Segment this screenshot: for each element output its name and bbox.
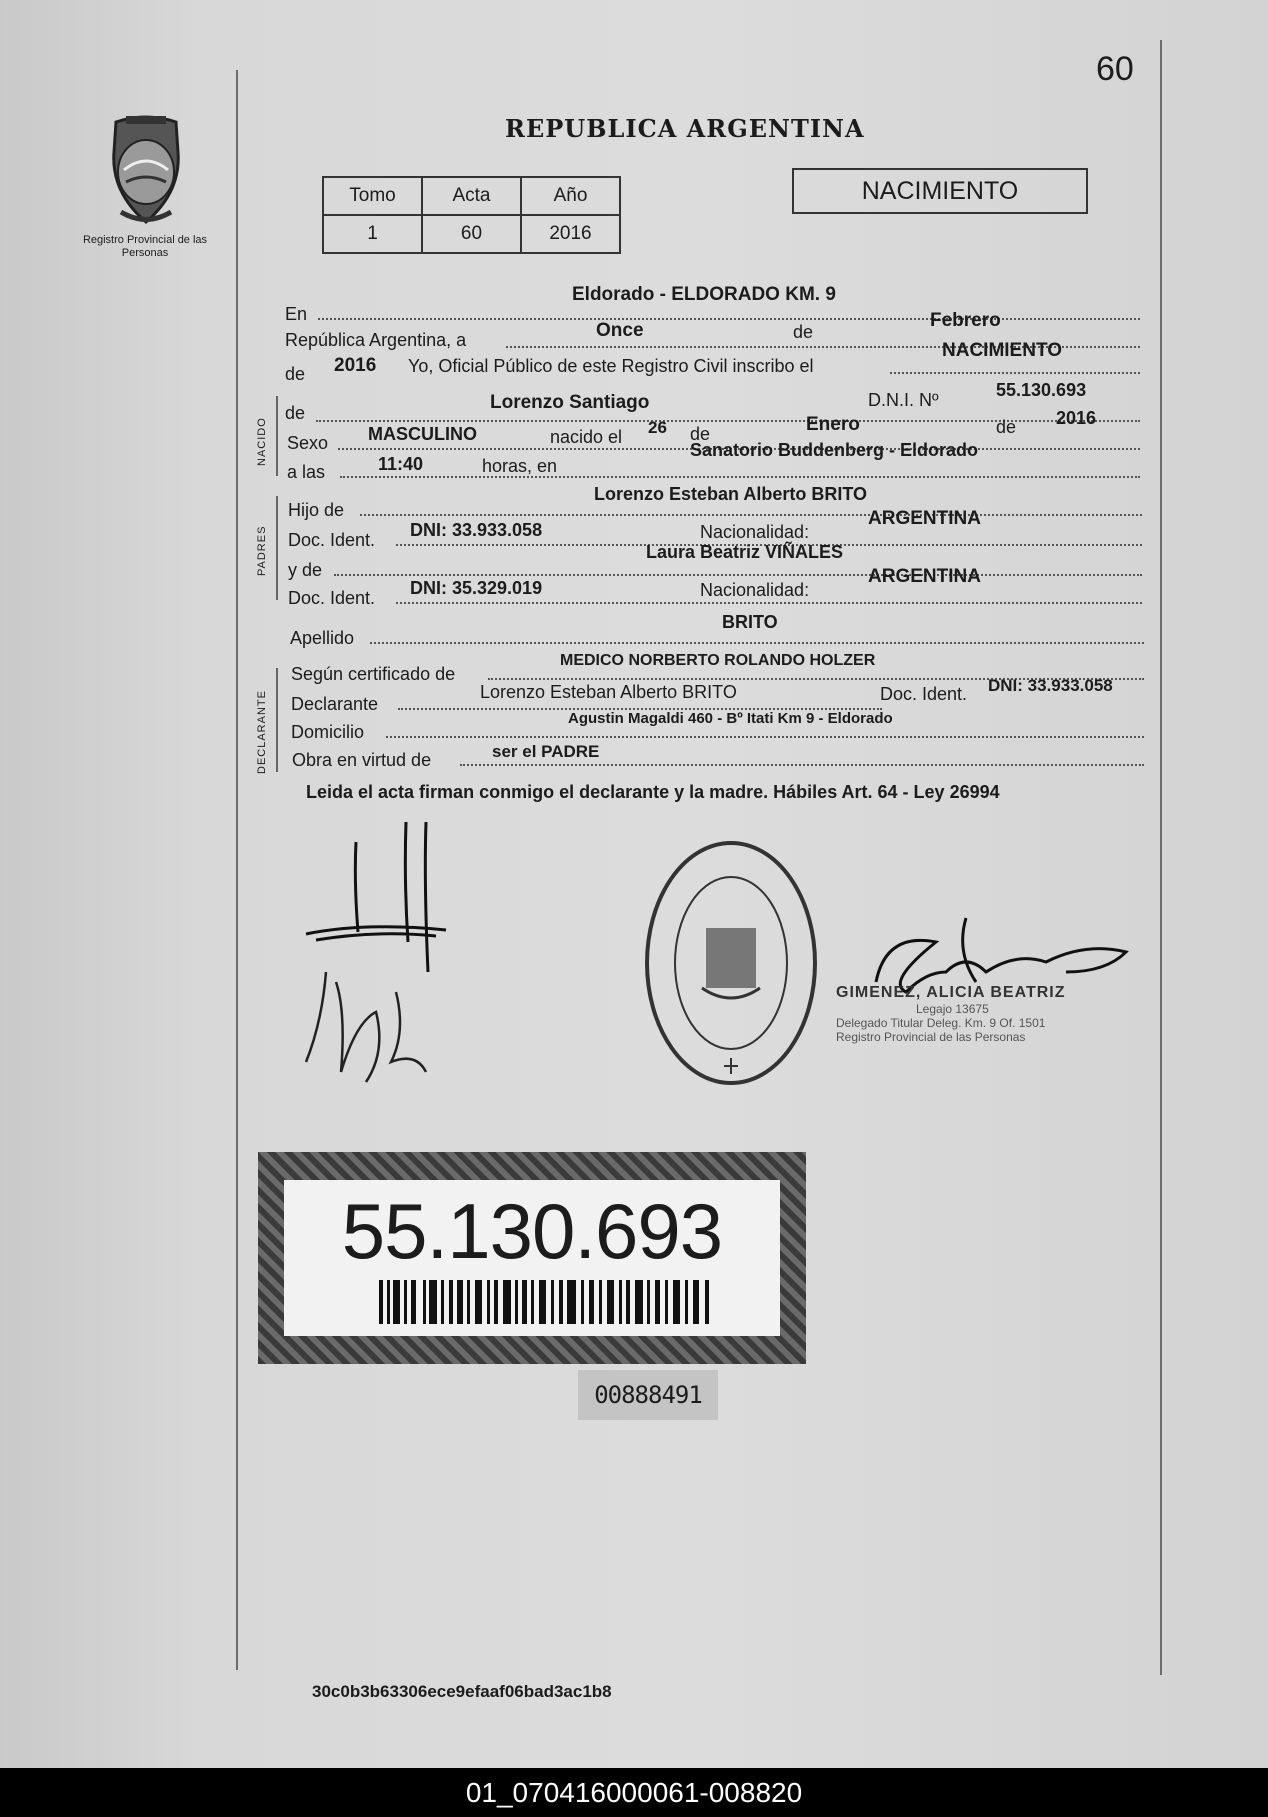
father-nac-label: Nacionalidad: (700, 522, 810, 542)
sexo-value: MASCULINO (368, 424, 477, 444)
barcode-bars (379, 1280, 714, 1324)
child-dni-value: 55.130.693 (996, 380, 1087, 400)
officer-text: Yo, Oficial Público de este Registro Civil inscribo el (408, 356, 814, 376)
section-bracket (276, 396, 278, 476)
year-value: 2016 (334, 355, 377, 376)
birth-de-label: de (690, 424, 711, 444)
dotted-line (460, 764, 1144, 766)
father-nat-value: ARGENTINA (868, 508, 981, 529)
officer-legajo: Legajo 13675 (916, 1002, 989, 1016)
section-bracket (276, 668, 278, 772)
barcode-label (258, 1152, 806, 1364)
birth-month-value: Enero (806, 414, 860, 435)
section-label-declarante: DECLARANTE (256, 690, 268, 774)
dni-label: D.N.I. Nº (868, 390, 939, 410)
declarant-signature (296, 822, 456, 1092)
section-label-nacido: NACIDO (256, 417, 268, 466)
mother-doc-label: Doc. Ident. (288, 588, 376, 608)
value-tomo: 1 (323, 215, 422, 253)
child-name-value: Lorenzo Santiago (490, 392, 650, 413)
dotted-line (890, 372, 1140, 374)
obra-value: ser el PADRE (492, 742, 600, 761)
mother-name-value: Laura Beatriz VIÑALES (646, 542, 844, 562)
father-doc-label: Doc. Ident. (288, 530, 376, 550)
time-value: 11:40 (378, 454, 424, 474)
left-margin-line (236, 70, 238, 1670)
document-hash: 30c0b3b63306ece9efaaf06bad3ac1b8 (312, 1682, 612, 1701)
dotted-line (334, 574, 1142, 576)
en-label: En (285, 304, 308, 324)
de-label: de (285, 403, 306, 423)
footer-filename: 01_070416000061-008820 (0, 1768, 1268, 1817)
act-type-box: NACIMIENTO (792, 168, 1088, 214)
right-margin-line (1160, 40, 1162, 1675)
mother-nat-value: ARGENTINA (868, 566, 981, 587)
officer-name-text: GIMENEZ, ALICIA BEATRIZ (836, 984, 1066, 1001)
father-name-value: Lorenzo Esteban Alberto BRITO (594, 484, 868, 504)
hijo-label: Hijo de (288, 500, 345, 520)
birth-day-value: 26 (648, 418, 667, 437)
dotted-line (386, 736, 1144, 738)
apellido-label: Apellido (290, 628, 355, 648)
header-acta: Acta (422, 177, 521, 215)
header-tomo: Tomo (323, 177, 422, 215)
de-label: de (793, 322, 814, 342)
sexo-label: Sexo (287, 433, 329, 453)
apellido-value: BRITO (722, 612, 778, 632)
emblem-caption: Registro Provincial de las Personas (82, 234, 208, 259)
officer-registry: Registro Provincial de las Personas (836, 1030, 1026, 1044)
declarante-doc-label: Doc. Ident. (880, 684, 968, 704)
serial-number: 00888491 (578, 1370, 718, 1420)
obra-label: Obra en virtud de (292, 750, 432, 770)
birth-year-value: 2016 (1056, 408, 1097, 428)
a-las-label: a las (287, 462, 326, 482)
dotted-line (318, 318, 1140, 320)
section-label-padres: PADRES (256, 525, 268, 576)
barcode-number: 55.130.693 (341, 1187, 723, 1275)
dotted-line (396, 602, 1142, 604)
officer-role: Delegado Titular Deleg. Km. 9 Of. 1501 (836, 1016, 1046, 1030)
dotted-line (370, 642, 1144, 644)
day-value: Once (596, 320, 644, 341)
segun-label: Según certificado de (291, 664, 456, 684)
month-value: Febrero (930, 310, 1001, 331)
dotted-line (360, 514, 1142, 516)
declarante-label: Declarante (291, 694, 379, 714)
yde-label: y de (288, 560, 323, 580)
section-bracket (276, 496, 278, 600)
declarante-value: Lorenzo Esteban Alberto BRITO (480, 682, 737, 702)
official-stamp (642, 838, 820, 1088)
registry-table (322, 176, 621, 254)
birth-place-value: Sanatorio Buddenberg - Eldorado (690, 440, 979, 460)
de-label: de (285, 364, 306, 384)
dotted-line (340, 476, 1140, 478)
coat-of-arms-emblem (96, 112, 196, 232)
horas-label: horas, en (482, 456, 558, 476)
domicilio-value: Agustin Magaldi 460 - Bº Itati Km 9 - Eldorado (568, 710, 893, 727)
republica-label: República Argentina, a (285, 330, 467, 350)
value-acta: 60 (422, 215, 521, 253)
value-anio: 2016 (521, 215, 620, 253)
page-number: 60 (1096, 50, 1134, 88)
document-title: REPUBLICA ARGENTINA (505, 114, 865, 143)
act-type-value: NACIMIENTO (942, 340, 1062, 361)
place-value: Eldorado - ELDORADO KM. 9 (572, 284, 836, 305)
declarante-doc-value: DNI: 33.933.058 (988, 676, 1113, 695)
birth-de2-label: de (996, 417, 1017, 437)
nacido-label: nacido el (550, 427, 623, 447)
officer-name (836, 984, 1066, 1044)
barcode-inner (284, 1180, 780, 1336)
domicilio-label: Domicilio (291, 722, 365, 742)
header-anio: Año (521, 177, 620, 215)
mother-doc-value: DNI: 35.329.019 (410, 578, 543, 598)
father-doc-value: DNI: 33.933.058 (410, 520, 543, 540)
closing-text: Leida el acta firman conmigo el declarante y la madre. Hábiles Art. 64 - Ley 26994 (306, 782, 1000, 802)
mother-nac-label: Nacionalidad: (700, 580, 810, 600)
certificado-value: MEDICO NORBERTO ROLANDO HOLZER (560, 652, 876, 669)
dotted-line (316, 420, 1140, 422)
